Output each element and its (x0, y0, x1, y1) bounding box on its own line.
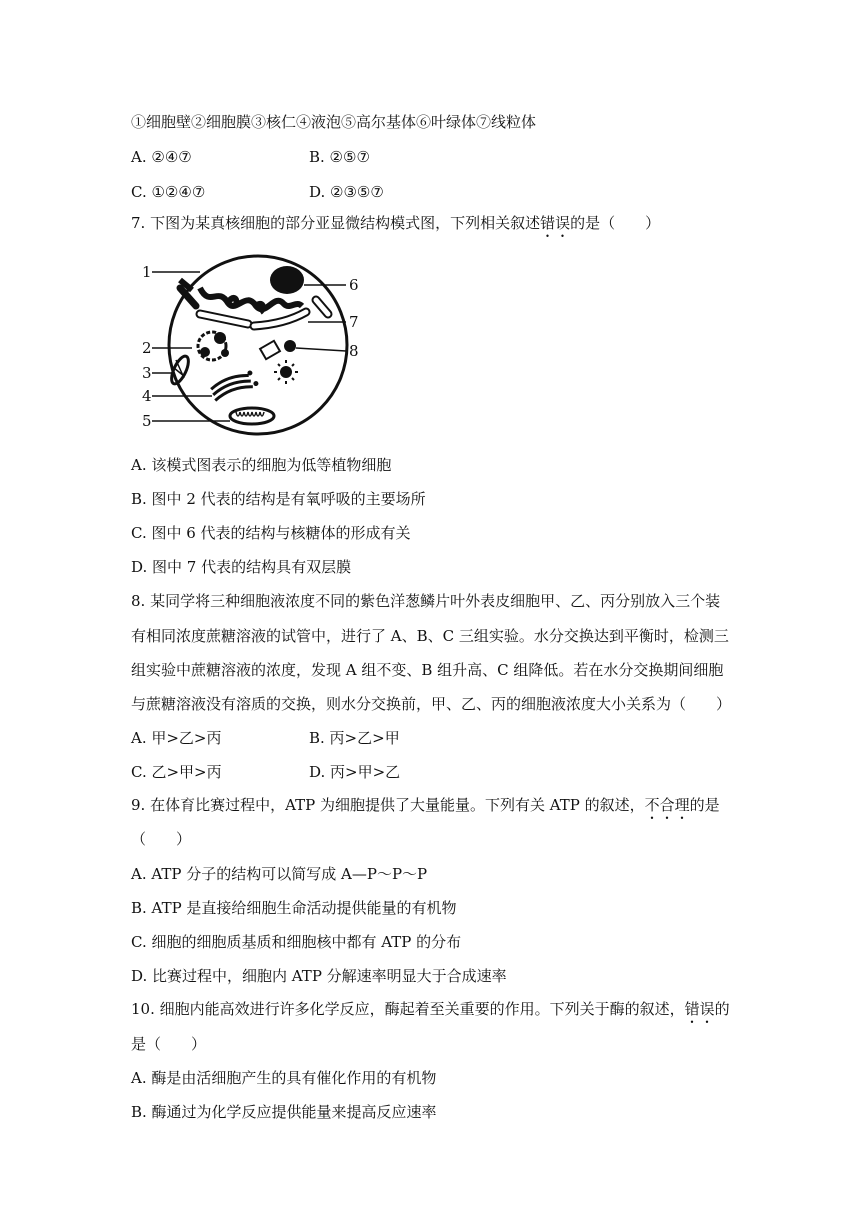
q8-stem-line-2: 有相同浓度蔗糖溶液的试管中，进行了 A、B、C 三组实验。水分交换达到平衡时，检测三 (131, 627, 729, 645)
q7-option-b[interactable]: B. 图中 2 代表的结构是有氧呼吸的主要场所 (131, 490, 426, 508)
diagram-label-6: 6 (349, 276, 359, 294)
diagram-label-8: 8 (349, 342, 359, 360)
q9-option-d[interactable]: D. 比赛过程中，细胞内 ATP 分解速率明显大于合成速率 (131, 967, 507, 985)
q6-option-c[interactable]: C. ①②④⑦ (131, 183, 206, 201)
q9-stem: 9. 在体育比赛过程中，ATP 为细胞提供了大量能量。下列有关 ATP 的叙述，不合理的是 (131, 796, 720, 814)
q10-option-b[interactable]: B. 酶通过为化学反应提供能量来提高反应速率 (131, 1103, 437, 1121)
diagram-label-7: 7 (349, 313, 359, 331)
q7-option-d[interactable]: D. 图中 7 代表的结构具有双层膜 (131, 558, 352, 576)
diagram-label-4: 4 (142, 387, 152, 405)
q8-stem-line-3: 组实验中蔗糖溶液的浓度，发现 A 组不变、B 组升高、C 组降低。若在水分交换期间细胞 (131, 661, 724, 679)
q8-option-c[interactable]: C. 乙>甲>丙 (131, 763, 222, 781)
q7-option-a[interactable]: A. 该模式图表示的细胞为低等植物细胞 (131, 456, 392, 474)
diagram-label-3: 3 (142, 364, 152, 382)
q8-option-b[interactable]: B. 丙>乙>甲 (309, 729, 400, 747)
q8-option-d[interactable]: D. 丙>甲>乙 (309, 763, 401, 781)
cell-structure-diagram (140, 248, 380, 443)
q9-option-b[interactable]: B. ATP 是直接给细胞生命活动提供能量的有机物 (131, 899, 457, 917)
q8-option-a[interactable]: A. 甲>乙>丙 (131, 729, 222, 747)
q7-stem: 7. 下图为某真核细胞的部分亚显微结构模式图，下列相关叙述错误的是（ ） (131, 214, 661, 232)
q9-option-a[interactable]: A. ATP 分子的结构可以简写成 A—P～P～P (131, 865, 428, 883)
q10-stem: 10. 细胞内能高效进行许多化学反应，酶起着至关重要的作用。下列关于酶的叙述，错误的 (131, 1000, 730, 1018)
q8-stem-line-1: 8. 某同学将三种细胞液浓度不同的紫色洋葱鳞片叶外表皮细胞甲、乙、丙分别放入三个装 (131, 592, 721, 610)
nucleolus-shape (270, 266, 304, 294)
q6-option-d[interactable]: D. ②③⑤⑦ (309, 183, 384, 201)
q9-stem-line-2: （ ） (131, 830, 192, 848)
diagram-label-5: 5 (142, 412, 152, 430)
q10-option-a[interactable]: A. 酶是由活细胞产生的具有催化作用的有机物 (131, 1069, 437, 1087)
q9-option-c[interactable]: C. 细胞的细胞质基质和细胞核中都有 ATP 的分布 (131, 933, 462, 951)
organelle-list: ①细胞壁②细胞膜③核仁④液泡⑤高尔基体⑥叶绿体⑦线粒体 (131, 113, 537, 131)
q7-option-c[interactable]: C. 图中 6 代表的结构与核糖体的形成有关 (131, 524, 411, 542)
q10-stem-line-2: 是（ ） (131, 1035, 207, 1053)
q6-option-b[interactable]: B. ②⑤⑦ (309, 148, 370, 166)
q6-option-a[interactable]: A. ②④⑦ (131, 148, 192, 166)
q8-stem-line-4: 与蔗糖溶液没有溶质的交换，则水分交换前，甲、乙、丙的细胞液浓度大小关系为（ ） (131, 695, 732, 713)
diagram-label-2: 2 (142, 339, 152, 357)
diagram-label-1: 1 (142, 263, 152, 281)
